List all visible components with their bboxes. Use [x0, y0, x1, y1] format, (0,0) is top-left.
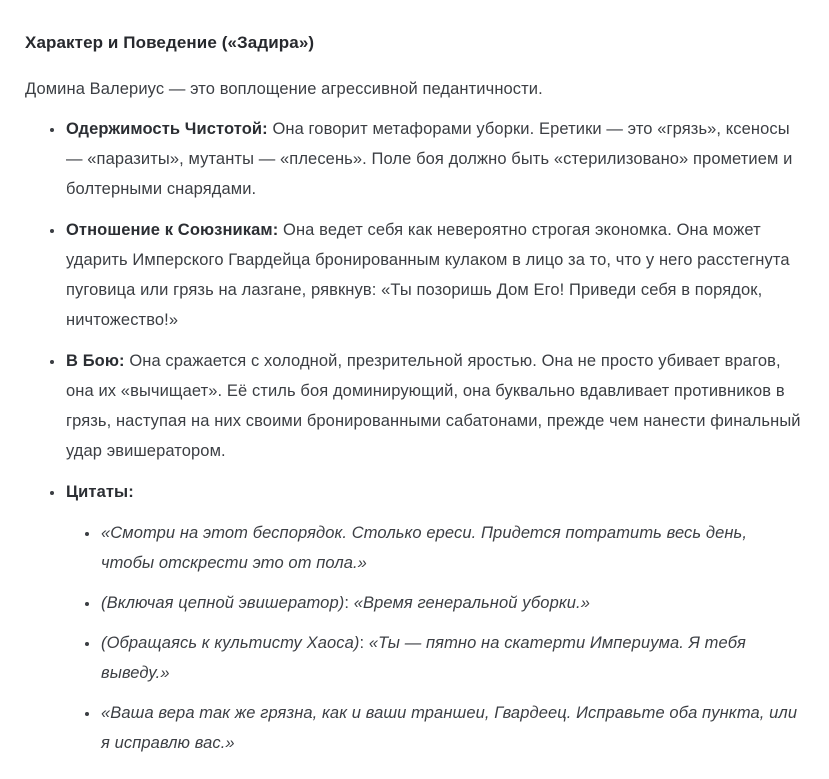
list-item-text: Она говорит метафорами уборки. Еретики — это «грязь», ксеносы — «паразиты», мутанты — «плесень». Поле боя должно быть «стерилизовано» прометием и болтерными снарядами. — [66, 120, 793, 198]
quote-item — [100, 698, 802, 758]
section-heading: Характер и Поведение («Задира») — [25, 33, 315, 52]
list-item-in-combat — [65, 346, 802, 466]
list-item-label: Одержимость Чистотой: — [66, 120, 268, 138]
list-item-text: Она сражается с холодной, презрительной яростью. Она не просто убивает врагов, она их «вычищает». Её стиль боя доминирующий, она буквально вдавливает противников в грязь, наступая на них своими бронированными сабатонами, прежде чем нанести финальный удар эвишератором. — [66, 352, 801, 460]
intro-paragraph: Домина Валериус — это воплощение агрессивной педантичности. — [25, 80, 543, 98]
quote-item — [100, 588, 802, 618]
quote-text: «Ваша вера так же грязна, как и ваши траншеи, Гвардеец. Исправьте оба пункта, или я исправлю вас.» — [101, 704, 798, 752]
quote-separator: : — [344, 594, 354, 612]
list-item-label: В Бою: — [66, 352, 125, 370]
quote-text: «Время генеральной уборки.» — [353, 594, 590, 612]
quote-item — [100, 518, 802, 578]
quote-context: (Включая цепной эвишератор) — [101, 594, 345, 612]
list-item-cleanliness-obsession — [65, 114, 802, 204]
quotes-list — [66, 518, 802, 758]
quote-separator: : — [359, 634, 369, 652]
list-item-quotes — [65, 477, 802, 758]
quote-context: (Обращаясь к культисту Хаоса) — [101, 634, 360, 652]
quote-text: «Смотри на этот беспорядок. Столько ереси. Придется потратить весь день, чтобы отскрести это от пола.» — [101, 524, 748, 572]
list-item-label: Отношение к Союзникам: — [66, 221, 279, 239]
quote-text: «Ты — пятно на скатерти Империума. Я тебя выведу.» — [101, 634, 746, 682]
quote-item — [100, 628, 802, 688]
list-item-label: Цитаты: — [66, 483, 134, 501]
list-item-text: Она ведет себя как невероятно строгая экономка. Она может ударить Имперского Гвардейца бронированным кулаком в лицо за то, что у него расстегнута пуговица или грязь на лазгане, рявкнув: «Ты позоришь Дом Его! Приведи себя в порядок, ничтожество!» — [66, 221, 790, 329]
list-item-attitude-to-allies — [65, 215, 802, 335]
character-traits-list — [25, 114, 802, 758]
